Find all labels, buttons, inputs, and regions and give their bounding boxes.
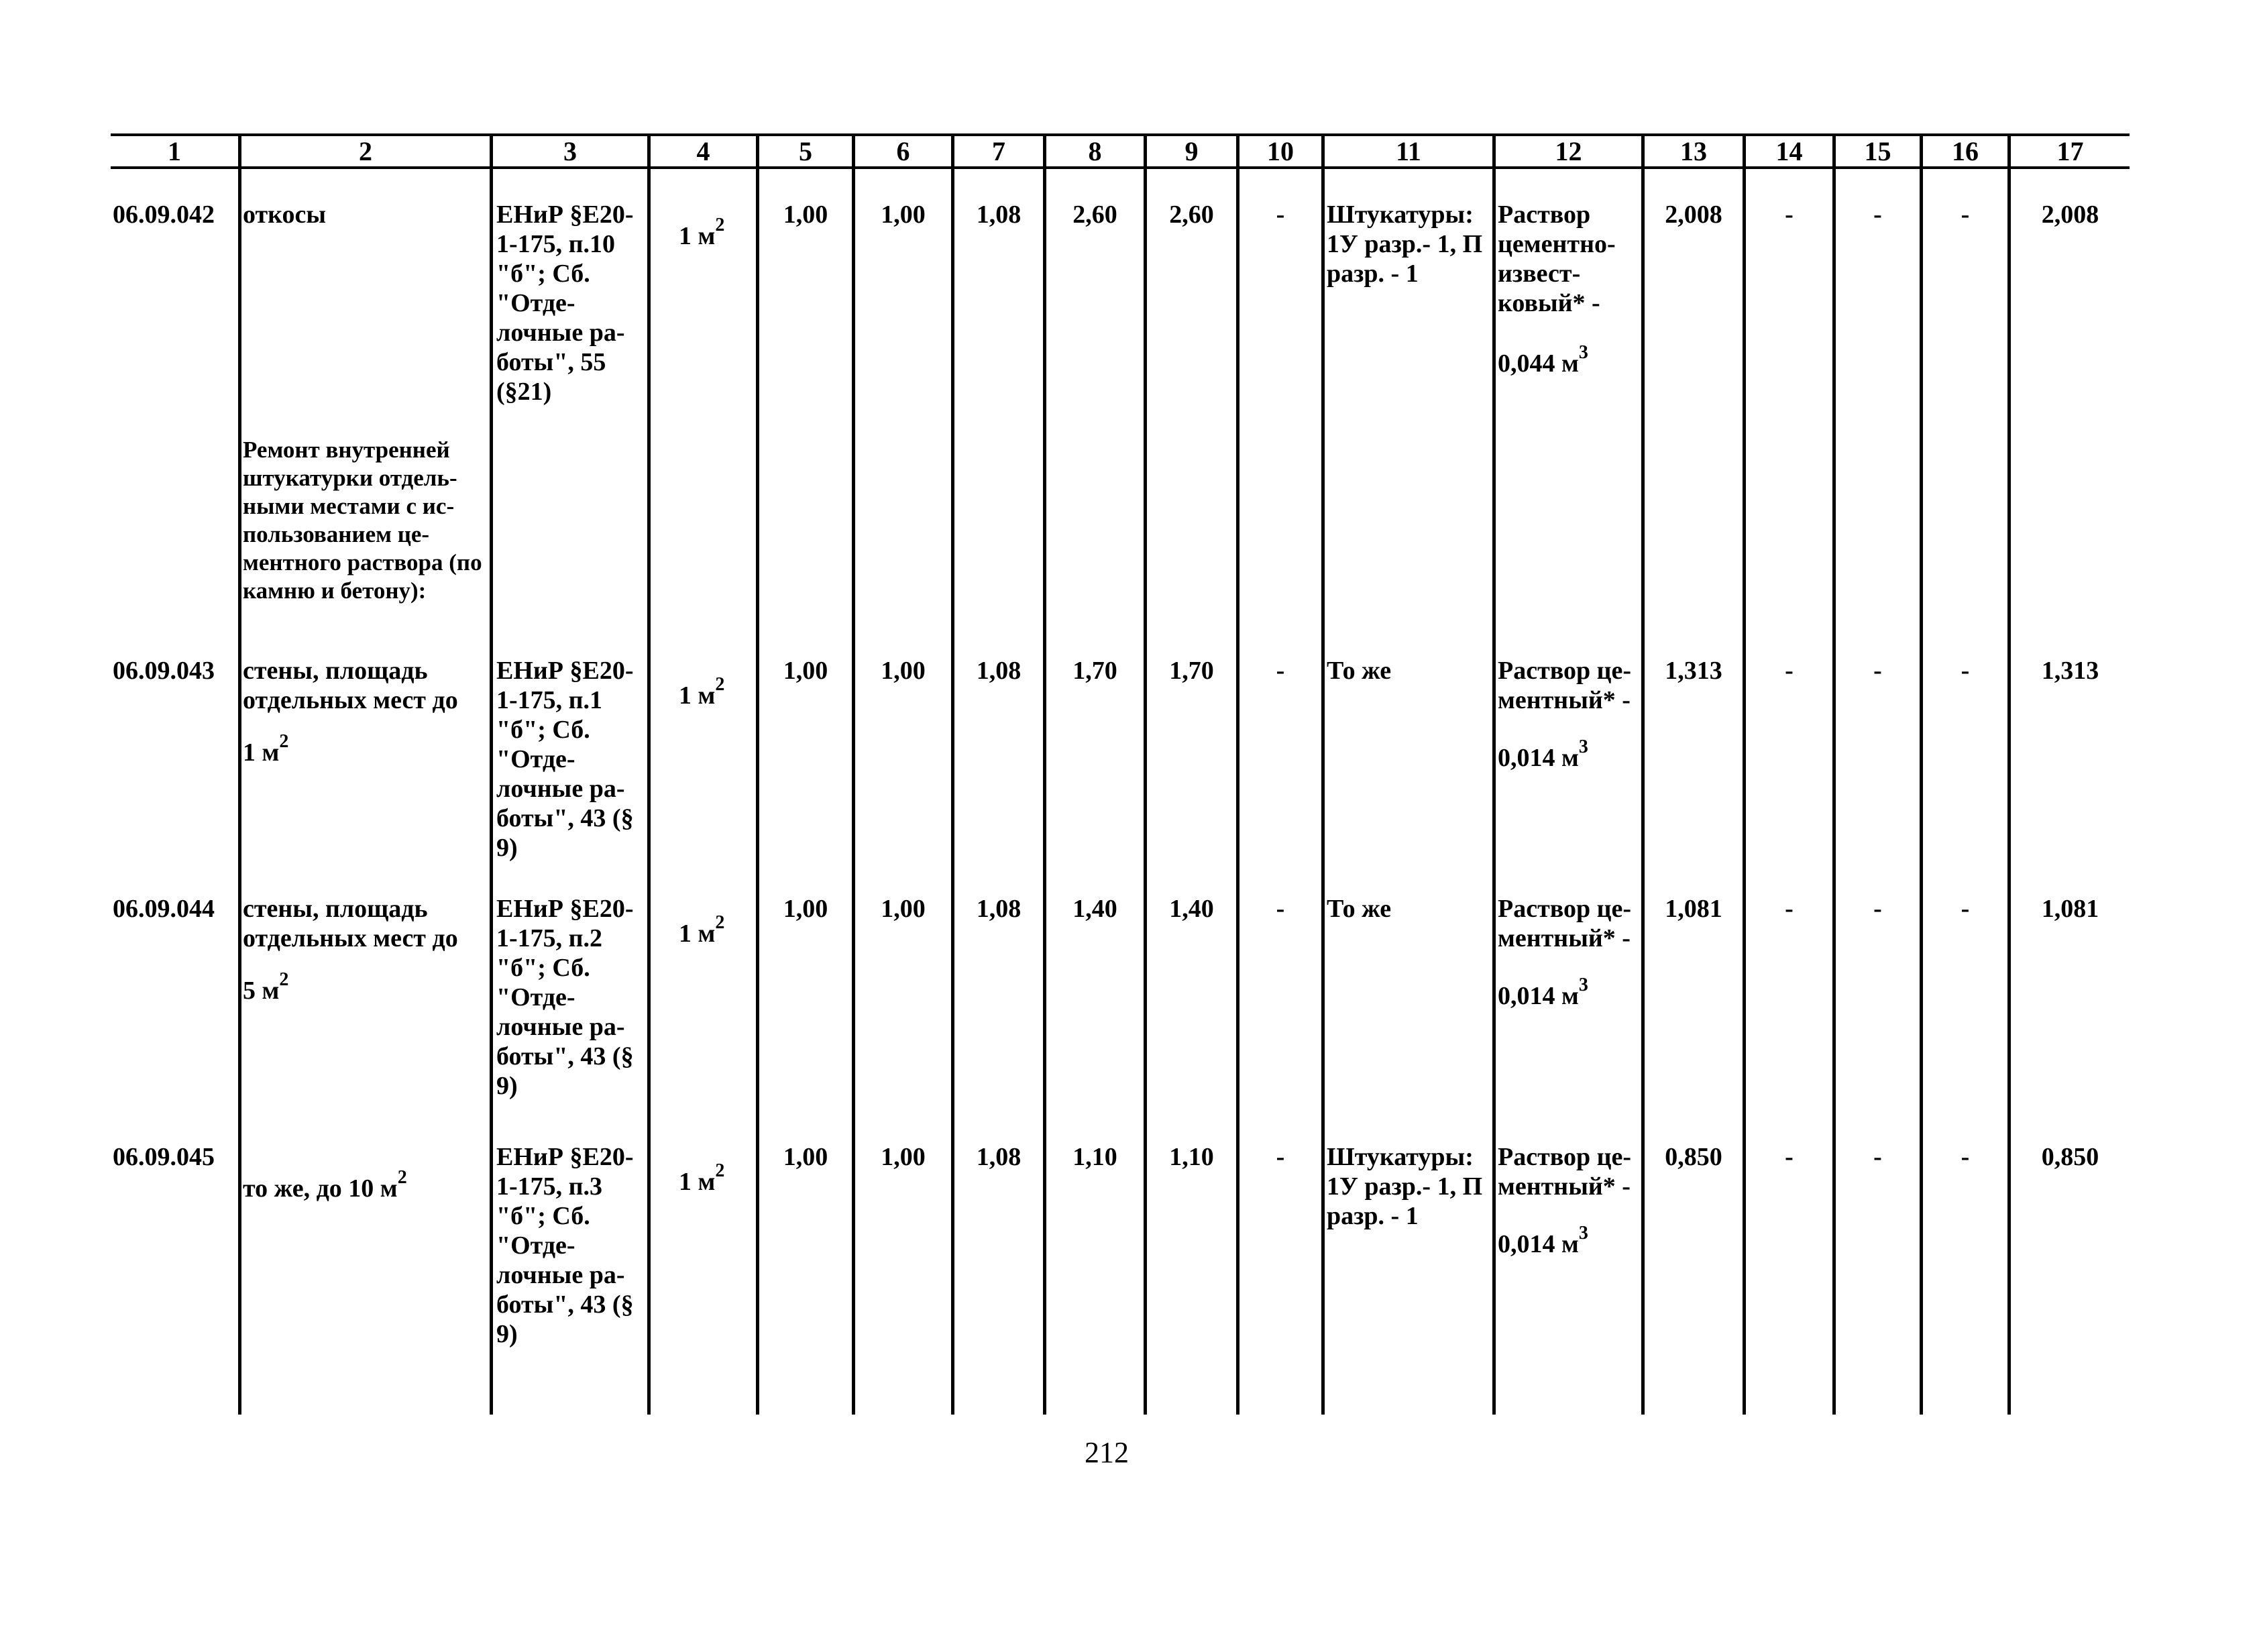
row-col-8: 1,70	[1072, 657, 1117, 685]
col-divider-13-14	[1743, 133, 1746, 1415]
row-material: Раствор цементный* -	[1498, 895, 1632, 952]
row-unit-sup: 2	[715, 912, 725, 934]
row-unit	[679, 912, 725, 948]
column-header-15: 15	[1864, 136, 1891, 166]
row-material-qty-sup: 3	[1578, 342, 1588, 364]
row-col-13: 0,850	[1665, 1143, 1722, 1171]
row-name-sup: 2	[397, 1167, 407, 1189]
row-name-text: то же, до 10 м	[243, 1174, 398, 1203]
row-col-14: -	[1785, 1143, 1794, 1171]
row-col-6: 1,00	[881, 895, 926, 923]
row-col-10: -	[1276, 657, 1285, 685]
row-norm-reference: ЕНиР §Е20-1-175, п.3 "б"; Сб. "Отделочные работы", 43 (§ 9)	[496, 1143, 634, 1348]
col-divider-15-16	[1920, 133, 1923, 1415]
column-header-2: 2	[359, 136, 372, 166]
row-col-14: -	[1785, 657, 1794, 685]
row-workers: Штукатуры: 1У разр.- 1, П разр. - 1	[1327, 1143, 1483, 1230]
row-norm-reference: ЕНиР §Е20-1-175, п.2 "б"; Сб. "Отделочные работы", 43 (§ 9)	[496, 895, 634, 1100]
row-col-6: 1,00	[881, 1143, 926, 1171]
col-divider-14-15	[1832, 133, 1836, 1415]
col-divider-16-17	[2007, 133, 2011, 1415]
row-col-13: 1,313	[1665, 657, 1722, 685]
row-unit-text: 1 м	[679, 681, 716, 710]
row-col-7: 1,08	[976, 895, 1022, 923]
row-material-qty-sup: 3	[1578, 736, 1588, 758]
row-name-tail-text: 5 м	[243, 977, 280, 1005]
row-col-7: 1,08	[976, 201, 1022, 229]
row-col-10: -	[1276, 895, 1285, 923]
row-col-17: 2,008	[2041, 201, 2099, 229]
row-material-qty	[1498, 1223, 1588, 1259]
col-divider-7-8	[1043, 133, 1046, 1415]
row-col-14: -	[1785, 895, 1794, 923]
row-col-14: -	[1785, 201, 1794, 229]
row-name-tail-text: 1 м	[243, 738, 280, 767]
column-header-5: 5	[799, 136, 812, 166]
row-material-qty	[1498, 736, 1588, 773]
row-col-6: 1,00	[881, 657, 926, 685]
row-workers: Штукатуры: 1У разр.- 1, П разр. - 1	[1327, 201, 1483, 288]
row-col-7: 1,08	[976, 1143, 1022, 1171]
row-unit	[679, 215, 725, 251]
row-col-5: 1,00	[783, 1143, 828, 1171]
column-header-1: 1	[168, 136, 181, 166]
col-divider-4-5	[756, 133, 759, 1415]
row-name	[243, 1167, 407, 1203]
row-unit	[679, 674, 725, 710]
row-col-17: 1,313	[2041, 657, 2099, 685]
column-header-6: 6	[896, 136, 910, 166]
row-col-9: 2,60	[1169, 201, 1214, 229]
row-name-tail-sup: 2	[279, 969, 289, 991]
row-col-9: 1,70	[1169, 657, 1214, 685]
row-col-7: 1,08	[976, 657, 1022, 685]
col-divider-5-6	[852, 133, 855, 1415]
column-header-4: 4	[696, 136, 710, 166]
row-col-10: -	[1276, 201, 1285, 229]
column-header-10: 10	[1267, 136, 1294, 166]
row-col-15: -	[1873, 1143, 1882, 1171]
row-unit-text: 1 м	[679, 1168, 716, 1196]
row-material-qty	[1498, 975, 1588, 1011]
row-material: Раствор цементный* -	[1498, 657, 1632, 714]
row-col-9: 1,40	[1169, 895, 1214, 923]
row-col-5: 1,00	[783, 657, 828, 685]
column-header-8: 8	[1088, 136, 1102, 166]
row-col-15: -	[1873, 201, 1882, 229]
row-norm-reference: ЕНиР §Е20-1-175, п.10 "б"; Сб. "Отделочные работы", 55 (§21)	[496, 201, 634, 406]
column-header-3: 3	[563, 136, 577, 166]
row-col-9: 1,10	[1169, 1143, 1214, 1171]
row-material-qty-text: 0,044 м	[1498, 349, 1579, 378]
row-name-tail	[243, 731, 289, 767]
row-code: 06.09.042	[113, 201, 215, 229]
row-unit-sup: 2	[715, 215, 725, 236]
row-code: 06.09.045	[113, 1143, 215, 1171]
section-title: Ремонт внутренней штукатурки отдельными местами с использованием цементного раствора (по камню и бетону):	[243, 437, 482, 604]
row-col-16: -	[1961, 657, 1970, 685]
row-col-8: 1,10	[1072, 1143, 1117, 1171]
row-col-6: 1,00	[881, 201, 926, 229]
row-col-15: -	[1873, 657, 1882, 685]
row-col-17: 0,850	[2041, 1143, 2099, 1171]
col-divider-8-9	[1144, 133, 1147, 1415]
row-material-qty	[1498, 342, 1588, 378]
row-workers: То же	[1327, 895, 1392, 923]
column-header-14: 14	[1775, 136, 1803, 166]
row-col-16: -	[1961, 1143, 1970, 1171]
row-col-10: -	[1276, 1143, 1285, 1171]
col-divider-3-4	[647, 133, 651, 1415]
column-header-11: 11	[1396, 136, 1421, 166]
row-name-tail	[243, 969, 289, 1005]
column-header-12: 12	[1555, 136, 1582, 166]
col-divider-10-11	[1321, 133, 1325, 1415]
column-header-16: 16	[1952, 136, 1979, 166]
row-code: 06.09.044	[113, 895, 215, 923]
row-material-qty-text: 0,014 м	[1498, 744, 1579, 772]
row-col-5: 1,00	[783, 895, 828, 923]
page-number: 212	[1085, 1436, 1129, 1469]
col-divider-6-7	[951, 133, 954, 1415]
row-col-5: 1,00	[783, 201, 828, 229]
row-workers: То же	[1327, 657, 1392, 685]
row-norm-reference: ЕНиР §Е20-1-175, п.1 "б"; Сб. "Отделочные работы", 43 (§ 9)	[496, 657, 634, 862]
row-code: 06.09.043	[113, 657, 215, 685]
row-name-tail-sup: 2	[279, 731, 289, 753]
col-divider-2-3	[490, 133, 493, 1415]
col-divider-11-12	[1492, 133, 1496, 1415]
row-col-17: 1,081	[2041, 895, 2099, 923]
row-material-qty-sup: 3	[1578, 975, 1588, 996]
row-unit	[679, 1160, 725, 1197]
row-col-15: -	[1873, 895, 1882, 923]
row-unit-text: 1 м	[679, 920, 716, 948]
row-col-8: 1,40	[1072, 895, 1117, 923]
row-col-13: 2,008	[1665, 201, 1722, 229]
row-name: стены, площадь отдельных мест до	[243, 895, 458, 952]
column-header-7: 7	[992, 136, 1005, 166]
column-header-9: 9	[1184, 136, 1199, 166]
row-unit-text: 1 м	[679, 222, 716, 250]
row-material: Раствор цементно-известковый* -	[1498, 201, 1616, 317]
row-col-8: 2,60	[1072, 201, 1117, 229]
row-material-qty-text: 0,014 м	[1498, 982, 1579, 1010]
row-unit-sup: 2	[715, 674, 725, 696]
col-divider-1-2	[238, 133, 241, 1415]
column-header-13: 13	[1680, 136, 1707, 166]
row-col-16: -	[1961, 895, 1970, 923]
col-divider-12-13	[1641, 133, 1645, 1415]
col-divider-9-10	[1236, 133, 1239, 1415]
row-unit-sup: 2	[715, 1160, 725, 1182]
row-col-16: -	[1961, 201, 1970, 229]
column-header-17: 17	[2056, 136, 2084, 166]
row-material-qty-sup: 3	[1578, 1223, 1588, 1244]
row-material: Раствор цементный* -	[1498, 1143, 1632, 1201]
row-col-13: 1,081	[1665, 895, 1722, 923]
row-name: стены, площадь отдельных мест до	[243, 657, 458, 714]
row-name: откосы	[243, 201, 327, 229]
row-material-qty-text: 0,014 м	[1498, 1230, 1579, 1258]
